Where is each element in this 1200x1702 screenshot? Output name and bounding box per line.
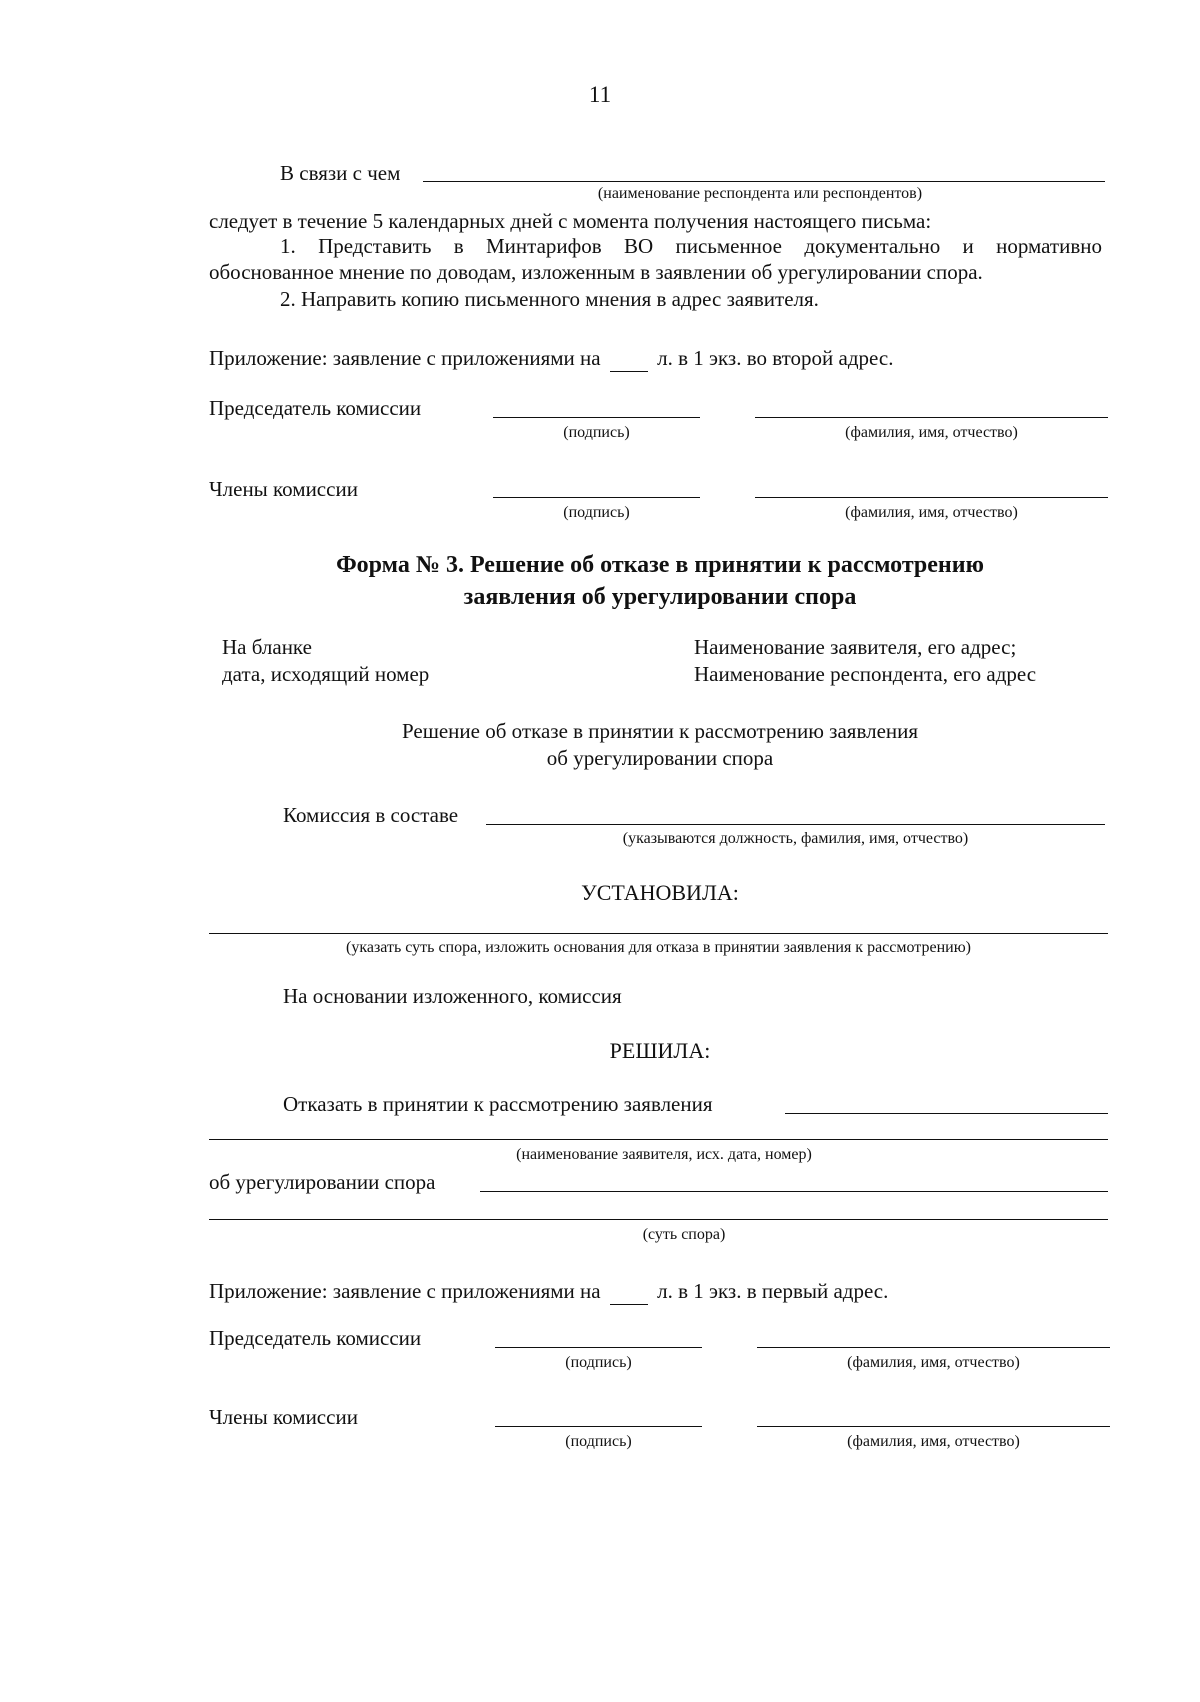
chairman-label-2: Председатель комиссии bbox=[209, 1326, 422, 1350]
intro-line1: следует в течение 5 календарных дней с момента получения настоящего письма: bbox=[209, 209, 932, 233]
form3-zayavitel-line bbox=[209, 1139, 1108, 1140]
caption-respondent: (наименование респондента или респондентов) bbox=[597, 185, 923, 202]
form3-komissiya-line bbox=[486, 824, 1105, 825]
form3-sut-spora-line bbox=[209, 1219, 1108, 1220]
members-cap-sign-1: (подпись) bbox=[563, 504, 630, 521]
chairman-cap-name-1: (фамилия, имя, отчество) bbox=[845, 424, 1018, 441]
appendix2-text bbox=[209, 1278, 888, 1305]
appendix2-after: л. в 1 экз. в первый адрес. bbox=[657, 1279, 889, 1303]
chairman-cap-sign-2: (подпись) bbox=[565, 1354, 632, 1371]
chairman-name-line-2 bbox=[757, 1347, 1110, 1348]
appendix1-text bbox=[209, 345, 893, 372]
form3-otkazat-line bbox=[785, 1113, 1108, 1114]
page-number: 11 bbox=[588, 82, 612, 107]
appendix2-before: Приложение: заявление с приложениями на bbox=[209, 1279, 601, 1303]
members-cap-name-2: (фамилия, имя, отчество) bbox=[847, 1433, 1020, 1450]
members-label-2: Члены комиссии bbox=[209, 1405, 358, 1429]
members-label-1: Члены комиссии bbox=[209, 477, 358, 501]
intro-v-svyazi: В связи с чем bbox=[280, 161, 401, 185]
form3-left-line2: дата, исходящий номер bbox=[222, 662, 430, 686]
form3-cap-komissiya: (указываются должность, фамилия, имя, отчество) bbox=[622, 830, 969, 847]
members-sign-line-2 bbox=[495, 1426, 702, 1427]
appendix1-after: л. в 1 экз. во второй адрес. bbox=[657, 346, 894, 370]
form3-subtitle-line2: об урегулировании спора bbox=[546, 746, 774, 770]
form3-cap-zayavitel: (наименование заявителя, исх. дата, номер) bbox=[516, 1146, 812, 1163]
form3-komissiya-label: Комиссия в составе bbox=[283, 803, 459, 827]
chairman-cap-sign-1: (подпись) bbox=[563, 424, 630, 441]
form3-title-line1: Форма № 3. Решение об отказе в принятии к рассмотрению bbox=[336, 552, 984, 578]
members-cap-name-1: (фамилия, имя, отчество) bbox=[845, 504, 1018, 521]
appendix1-before: Приложение: заявление с приложениями на bbox=[209, 346, 601, 370]
chairman-sign-line-2 bbox=[495, 1347, 702, 1348]
appendix2-pages-blank bbox=[610, 1278, 648, 1305]
chairman-sign-line-1 bbox=[493, 417, 700, 418]
members-name-line-1 bbox=[755, 497, 1108, 498]
members-sign-line-1 bbox=[493, 497, 700, 498]
form3-subtitle-line1: Решение об отказе в принятии к рассмотрению заявления bbox=[401, 719, 919, 743]
intro-item1-b: обоснованное мнение по доводам, изложенным в заявлении об урегулировании спора. bbox=[209, 260, 983, 284]
intro-item2: 2. Направить копию письменного мнения в адрес заявителя. bbox=[280, 287, 819, 311]
form3-ob-uregulirovanii: об урегулировании спора bbox=[209, 1170, 436, 1194]
form3-ob-line bbox=[480, 1191, 1108, 1192]
members-name-line-2 bbox=[757, 1426, 1110, 1427]
form3-sut-line bbox=[209, 933, 1108, 934]
intro-item1-a: 1. Представить в Минтарифов ВО письменное документально и нормативно bbox=[280, 234, 1102, 258]
form3-right-line2: Наименование респондента, его адрес bbox=[694, 662, 1037, 686]
members-cap-sign-2: (подпись) bbox=[565, 1433, 632, 1450]
chairman-name-line-1 bbox=[755, 417, 1108, 418]
form3-cap-sut-spora: (суть спора) bbox=[642, 1226, 726, 1243]
form3-left-line1: На бланке bbox=[222, 635, 312, 659]
appendix1-pages-blank bbox=[610, 345, 648, 372]
form3-cap-sut: (указать суть спора, изложить основания для отказа в принятии заявления к рассмотрению) bbox=[346, 939, 971, 956]
chairman-label-1: Председатель комиссии bbox=[209, 396, 422, 420]
form3-title-line2: заявления об урегулировании спора bbox=[463, 584, 857, 610]
form3-ustanovila: УСТАНОВИЛА: bbox=[581, 880, 739, 905]
form3-otkazat: Отказать в принятии к рассмотрению заявления bbox=[283, 1092, 713, 1116]
form3-reshila: РЕШИЛА: bbox=[609, 1038, 711, 1063]
chairman-cap-name-2: (фамилия, имя, отчество) bbox=[847, 1354, 1020, 1371]
form3-na-osnovanii: На основании изложенного, комиссия bbox=[283, 984, 622, 1008]
form3-right-line1: Наименование заявителя, его адрес; bbox=[694, 635, 1017, 659]
respondent-line bbox=[423, 181, 1105, 182]
